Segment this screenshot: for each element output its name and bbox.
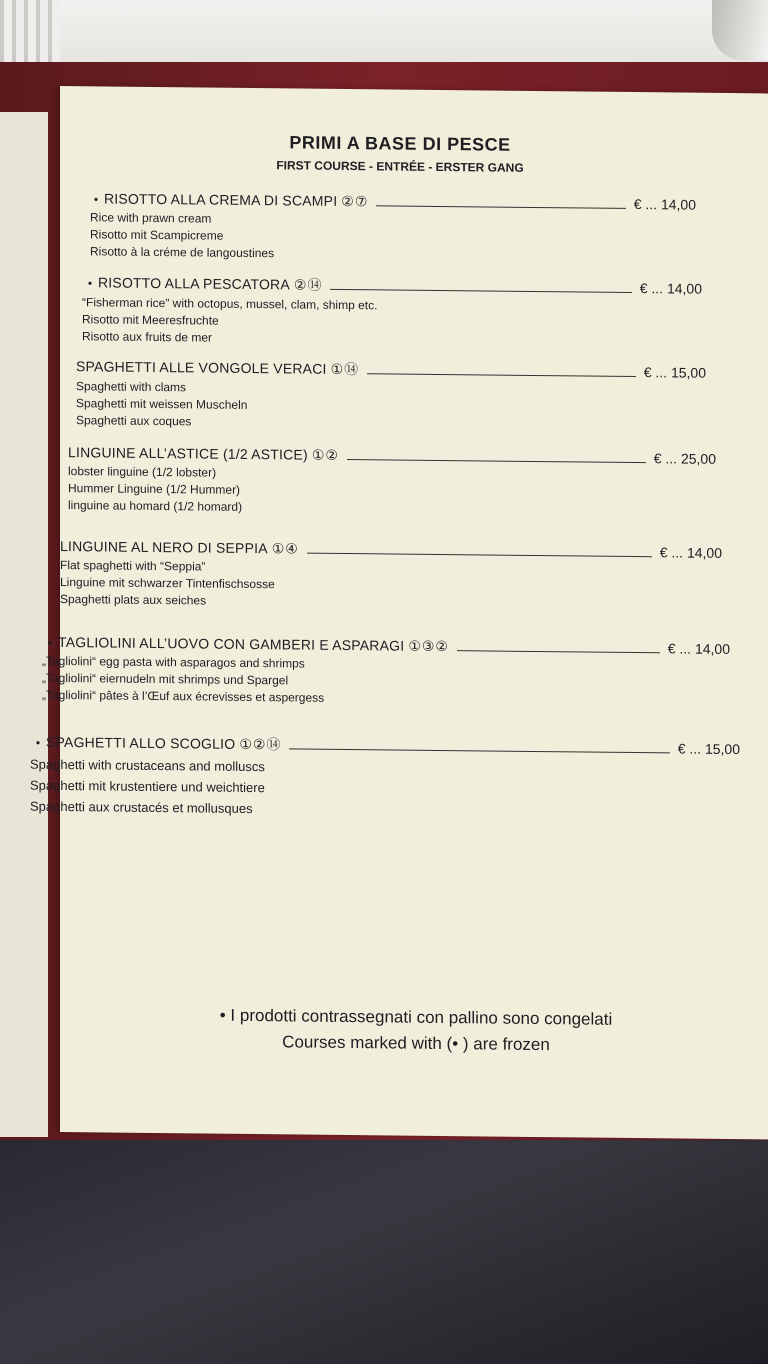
desc-german: Spaghetti mit krustentiere und weichtiere bbox=[30, 777, 265, 796]
dish-price: € ... 25,00 bbox=[653, 450, 716, 467]
leader-line bbox=[289, 748, 669, 753]
dish-price: € ... 15,00 bbox=[643, 364, 706, 381]
desc-english: Spaghetti with clams bbox=[76, 379, 187, 395]
menu-item bbox=[30, 732, 740, 824]
desc-english: Spaghetti with crustaceans and molluscs bbox=[30, 756, 265, 775]
desc-french: Spaghetti aux coques bbox=[76, 413, 192, 429]
desc-german: Linguine mit schwarzer Tintenfischsosse bbox=[60, 575, 275, 592]
knife bbox=[712, 0, 768, 60]
leader-line bbox=[367, 373, 636, 377]
desc-german: „Tagliolini“ eiernudeln mit shrimps und Spargel bbox=[42, 670, 289, 688]
desc-french: linguine au homard (1/2 homard) bbox=[68, 498, 243, 514]
dish-price: € ... 14,00 bbox=[667, 640, 730, 658]
dish-name: TAGLIOLINI ALL’UOVO CON GAMBERI E ASPARAGI bbox=[58, 633, 405, 654]
menu-subtitle: FIRST COURSE - ENTRÉE - ERSTER GANG bbox=[276, 158, 524, 175]
dish-name: LINGUINE AL NERO DI SEPPIA bbox=[60, 538, 268, 557]
dish-price: € ... 14,00 bbox=[639, 280, 702, 297]
allergen-icons: ②⑦ bbox=[341, 192, 369, 210]
lap-background bbox=[0, 1140, 768, 1364]
desc-english: „Tagliolini“ egg pasta with asparagos and shrimps bbox=[42, 653, 305, 671]
leader-line bbox=[457, 650, 660, 653]
leader-line bbox=[376, 205, 625, 209]
allergen-icons: ①② bbox=[311, 446, 339, 463]
menu-title: PRIMI A BASE DI PESCE bbox=[289, 132, 511, 155]
dish-price: € ... 14,00 bbox=[659, 544, 722, 561]
frozen-bullet: • bbox=[47, 635, 53, 650]
desc-english: lobster linguine (1/2 lobster) bbox=[68, 464, 217, 480]
dish-price: € ... 15,00 bbox=[677, 740, 740, 758]
desc-english: “Fisherman rice” with octopus, mussel, clam, shimp etc. bbox=[82, 295, 378, 313]
frozen-bullet: • bbox=[35, 735, 41, 750]
menu-item bbox=[42, 634, 730, 711]
allergen-icons: ②⑭ bbox=[293, 276, 323, 293]
desc-english: Flat spaghetti with “Seppia” bbox=[60, 558, 206, 574]
leader-line bbox=[330, 289, 631, 293]
menu-item bbox=[88, 190, 696, 266]
desc-german: Risotto mit Scampicreme bbox=[90, 227, 224, 243]
desc-french: Risotto aux fruits de mer bbox=[82, 329, 213, 345]
left-page bbox=[0, 112, 48, 1137]
allergen-icons: ①②⑭ bbox=[239, 735, 282, 753]
allergen-icons: ①④ bbox=[271, 540, 299, 557]
allergen-icons: ①⑭ bbox=[330, 360, 360, 378]
frozen-note-italian: • I prodotti contrassegnati con pallino sono congelati bbox=[219, 1005, 613, 1029]
menu-page bbox=[30, 86, 768, 1139]
desc-french: Risotto à la créme de langoustines bbox=[90, 244, 275, 261]
dish-price: € ... 14,00 bbox=[633, 196, 696, 213]
menu-item bbox=[60, 538, 722, 615]
dish-name: SPAGHETTI ALLO SCOGLIO bbox=[46, 733, 236, 752]
desc-french: Spaghetti plats aux seiches bbox=[60, 592, 207, 608]
menu-item bbox=[68, 444, 716, 521]
leader-line bbox=[347, 459, 646, 463]
frozen-bullet: • bbox=[93, 192, 99, 207]
desc-french: „Tagliolini“ pâtes à l’Œuf aux écrevisses et aspergess bbox=[42, 687, 325, 705]
desc-german: Spaghetti mit weissen Muscheln bbox=[76, 396, 248, 412]
frozen-note-english: Courses marked with (• ) are frozen bbox=[282, 1032, 550, 1055]
menu-item bbox=[76, 356, 706, 436]
desc-french: Spaghetti aux crustacés et mollusques bbox=[30, 798, 253, 817]
frozen-bullet: • bbox=[87, 276, 93, 291]
desc-english: Rice with prawn cream bbox=[90, 210, 212, 226]
dish-name: RISOTTO ALLA CREMA DI SCAMPI bbox=[104, 190, 338, 209]
dish-name: LINGUINE ALL’ASTICE (1/2 ASTICE) bbox=[68, 444, 308, 463]
leader-line bbox=[307, 553, 652, 558]
desc-german: Risotto mit Meeresfruchte bbox=[82, 312, 219, 328]
frozen-note bbox=[156, 1002, 676, 1059]
menu-item bbox=[82, 272, 702, 351]
dish-name: SPAGHETTI ALLE VONGOLE VERACI bbox=[76, 358, 327, 377]
allergen-icons: ①③② bbox=[408, 637, 449, 655]
dish-name: RISOTTO ALLA PESCATORA bbox=[98, 274, 290, 293]
desc-german: Hummer Linguine (1/2 Hummer) bbox=[68, 481, 241, 497]
